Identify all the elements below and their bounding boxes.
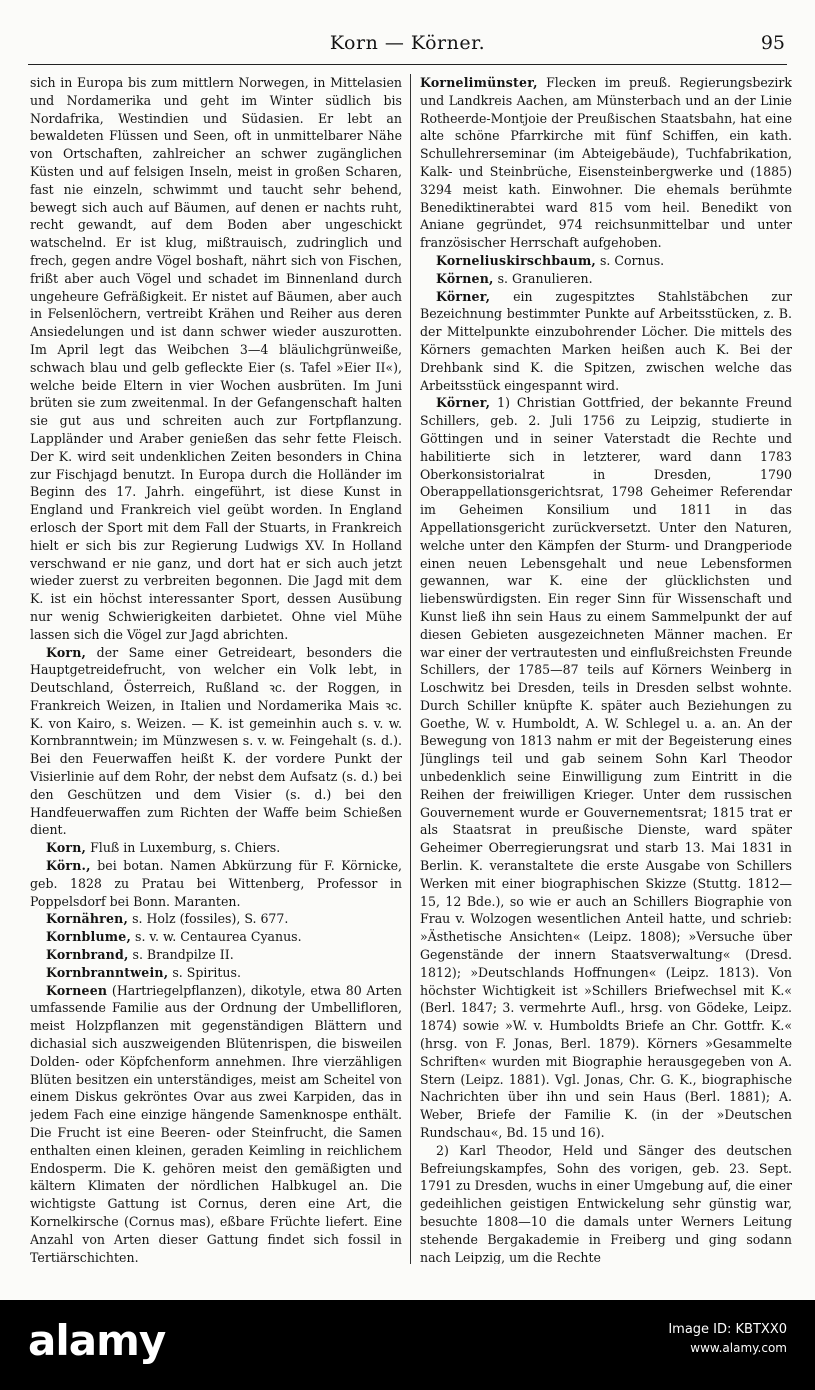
- page-number: 95: [760, 32, 785, 54]
- entry-lemma: Korneen: [46, 982, 108, 998]
- dictionary-entry: [30, 982, 402, 1264]
- entry-text: s. Brandpilze II.: [128, 947, 234, 963]
- entry-text: s. v. w. Centaurea Cyanus.: [131, 929, 302, 945]
- dictionary-entry: [420, 1142, 792, 1264]
- running-title: Korn — Körner.: [329, 32, 486, 54]
- entry-text: (Hartriegelpflanzen), dikotyle, etwa 80 Arten umfassende Familie aus der Ordnung der Umbellifloren, meist Holzpflanzen mit gegenständigen Blättern und dichasial sich auszweigenden Blütenrispen, die bisweilen Dolden- oder Köpfchenform annehmen. Ihre vierzähligen Blüten besitzen ein unterständiges, meist am Scheitel von einem Diskus gekröntes Ovar aus zwei Karpiden, das in jedem Fach eine einzige hängende Samenknospe enthält. Die Frucht ist eine Beeren- oder Steinfrucht, die Samen enthalten einen kleinen, geraden Keimling in reichlichem Endosperm. Die K. gehören meist den gemäßigten und kältern Klimaten der nördlichen Halbkugel an. Die wichtigste Gattung ist Cornus, deren eine Art, die Kornelkirsche (Cornus mas), eßbare Früchte liefert. Eine Anzahl von Arten dieser Gattung findet sich fossil in Tertiärschichten.: [30, 982, 402, 1264]
- entry-text: bei botan. Namen Abkürzung für F. Körnicke, geb. 1828 zu Pratau bei Wittenberg, Professor in Poppelsdorf bei Bonn. Maranten.: [30, 858, 402, 909]
- dictionary-entry: [30, 946, 402, 964]
- entry-lemma: Kornähren,: [46, 911, 129, 927]
- dictionary-entry: [420, 252, 792, 270]
- entry-lemma: Kornbranntwein,: [46, 964, 169, 980]
- entry-text: Flecken im preuß. Regierungsbezirk und Landkreis Aachen, am Münsterbach und an der Linie Rotheerde-Montjoie der Preußischen Staatsbahn, hat eine alte schöne Pfarrkirche mit fünf Schiffen, ein kath. Schullehrerseminar (im Abteigebäude), Tuchfabrikation, Kalk- und Steinbrüche, Eisensteinbergwerke und (1885) 3294 meist kath. Einwohner. Die ehemals berühmte Benediktinerabtei ward 815 vom heil. Benedikt von Aniane gegründet, 974 reichsunmittelbar und unter französischer Herrschaft aufgehoben.: [420, 75, 792, 251]
- watermark-info: [668, 1322, 787, 1359]
- dictionary-entry: [30, 910, 402, 928]
- entry-text: s. Granulieren.: [493, 270, 593, 286]
- alamy-logo: alamy: [28, 1316, 166, 1365]
- right-column: [420, 74, 792, 1264]
- entry-text: der Same einer Getreideart, besonders die Hauptgetreidefrucht, von welcher ein Volk lebt, in Deutschland, Österreich, Rußland ꝛc. der Roggen, in Frankreich Weizen, in Italien und Nordamerika Mais ꝛc. K. von Kairo, s. Weizen. — K. ist gemeinhin auch s. v. w. Kornbranntwein; im Münzwesen s. v. w. Feingehalt (s. d.). Bei den Feuerwaffen heißt K. der vordere Punkt der Visierlinie auf dem Rohr, der nebst dem Aufsatz (s. d.) bei den Geschützen und dem Visier (s. d.) bei den Handfeuerwaffen zum Richten der Waffe beim Schießen dient.: [30, 644, 402, 838]
- entry-text: s. Cornus.: [596, 252, 665, 268]
- image-id: Image ID: KBTXX0: [668, 1322, 787, 1337]
- entry-lemma: Kornbrand,: [46, 947, 129, 963]
- dictionary-entry: [30, 644, 402, 840]
- watermark-banner: [0, 1300, 815, 1390]
- dictionary-entry: [30, 928, 402, 946]
- site-url: www.alamy.com: [690, 1341, 787, 1355]
- dictionary-entry: [30, 857, 402, 910]
- entry-text: s. Holz (fossiles), S. 677.: [128, 911, 289, 927]
- entry-lemma: Kornblume,: [46, 929, 132, 945]
- entry-lemma: Korn,: [46, 644, 87, 660]
- entry-text: 1) Christian Gottfried, der bekannte Freund Schillers, geb. 2. Juli 1756 zu Leipzig, studierte in Göttingen und in seiner Vaterstadt die Rechte und habilitierte sich in letzterer, ward dann 1783 Oberkonsistorialrat in Dresden, 1790 Oberappellationsgerichtsrat, 1798 Geheimer Referendar im Geheimen Konsilium und 1811 in das Appellationsgericht zurückversetzt. Unter den Naturen, welche unter den Kämpfen der Sturm- und Drangperiode einen neuen Lebensgehalt und neue Lebensformen gewannen, war K. eine der glücklichsten und liebenswürdigsten. Ein reger Sinn für Wissenschaft und Kunst ließ ihn sein Haus zu einem Sammelpunkt der auf diesen Gebieten ausgezeichneten Männer machen. Er war einer der vertrautesten und einflußreichsten Freunde Schillers, der 1785—87 teils auf Körners Weinberg in Loschwitz bei Dresden, teils in Dresden selbst wohnte. Durch Schiller knüpfte K. später auch Beziehungen zu Goethe, W. v. Humboldt, A. W. Schlegel u. a. an. An der Bewegung von 1813 nahm er mit der Begeisterung eines Jünglings teil und gab seinem Sohn Karl Theodor unbedenklich seine Einwilligung zum Eintritt in die Reihen der freiwilligen Krieger. Unter dem russischen Gouvernement wurde er Gouvernementsrat; 1815 trat er als Staatsrat in preußische Dienste, ward später Geheimer Oberregierungsrat und starb 13. Mai 1831 in Berlin. K. veranstaltete die erste Ausgabe von Schillers Werken mit einer biographischen Skizze (Stuttg. 1812—15, 12 Bde.), so wie er auch an Schillers Biographie von Frau v. Wolzogen wesentlichen Anteil hatte, und schrieb: »Ästhetische Ansichten« (Leipz. 1808); »Versuche über Gegenstände der innern Staatsverwaltung« (Dresd. 1812); »Deutschlands Hoffnungen« (Leipz. 1813). Von höchster Wichtigkeit ist »Schillers Briefwechsel mit K.« (Berl. 1847; 3. vermehrte Aufl., hrsg. von Gödeke, Leipz. 1874) sowie »W. v. Humboldts Briefe an Chr. Gottfr. K.« (hrsg. von F. Jonas, Berl. 1879). Körners »Gesammelte Schriften« wurden mit Biographie herausgegeben von A. Stern (Leipz. 1881). Vgl. Jonas, Chr. G. K., biographische Nachrichten über ihn und sein Haus (Berl. 1881); A. Weber, Briefe der Familie K. (in der »Deutschen Rundschau«, Bd. 15 und 16).: [420, 395, 792, 1141]
- entry-lemma: Körnen,: [436, 270, 494, 286]
- entry-lemma: Körner,: [436, 395, 491, 411]
- entry-text: 2) Karl Theodor, Held und Sänger des deutschen Befreiungskampfes, Sohn des vorigen, geb. 23. Sept. 1791 zu Dresden, wuchs in einer Umgebung auf, die einer gedeihlichen geistigen Entwickelung sehr günstig war, besuchte 1808—10 die damals unter Werners Leitung stehende Bergakademie in Freiberg und ging sodann nach Leipzig, um die Rechte: [420, 1142, 792, 1264]
- dictionary-entry: [420, 394, 792, 1141]
- dictionary-entry: [420, 288, 792, 395]
- dictionary-entry: [30, 964, 402, 982]
- dictionary-entry: [30, 839, 402, 857]
- entry-lemma: Korn,: [46, 840, 87, 856]
- entry-text: sich in Europa bis zum mittlern Norwegen, in Mittelasien und Nordamerika und geht im Winter südlich bis Nordafrika, Westindien und Südasien. Er lebt an bewaldeten Flüssen und Seen, oft in unmittelbarer Nähe von Ortschaften, zahlreicher an schwer zugänglichen Küsten und auf felsigen Inseln, meist in großen Scharen, fast nie einzeln, schwimmt und taucht sehr behend, bewegt sich auch auf Bäumen, auf denen er nachts ruht, recht gewandt, auf dem Boden aber ungeschickt watschelnd. Er ist klug, mißtrauisch, zudringlich und frech, gegen andre Vögel boshaft, nährt sich von Fischen, frißt aber auch Vögel und schadet im Binnenland durch ungeheure Gefräßigkeit. Er nistet auf Bäumen, aber auch in Felsenlöchern, vertreibt Krähen und Reiher aus deren Ansiedelungen und ist dann schwer wieder auszurotten. Im April legt das Weibchen 3—4 bläulichgrünweiße, schwach blau und gelb gefleckte Eier (s. Tafel »Eier II«), welche beide Eltern in vier Wochen ausbrüten. Im Juni brüten sie zum zweitenmal. In der Gefangenschaft halten sie gut aus und schreiten auch zur Fortpflanzung. Lappländer und Araber genießen das sehr fette Fleisch. Der K. wird seit undenklichen Zeiten besonders in China zur Fischjagd benutzt. In Europa durch die Holländer im Beginn des 17. Jahrh. eingeführt, ist diese Kunst in England und Frankreich viel geübt worden. In England erlosch der Sport mit dem Fall der Stuarts, in Frankreich hielt er sich bis zur Regierung Ludwigs XV. In Holland verschwand er nie ganz, und dort hat er sich auch jetzt wieder zuerst zu verbreiten begonnen. Die Jagd mit dem K. ist ein höchst interessanter Sport, dessen Ausübung nur wenig Schwierigkeiten darbietet. Ohne viel Mühe lassen sich die Vögel zur Jagd abrichten.: [30, 75, 402, 642]
- page-header: [28, 30, 787, 65]
- entry-text: Fluß in Luxemburg, s. Chiers.: [86, 840, 281, 856]
- entry-lemma: Kornelimünster,: [420, 75, 538, 90]
- entry-lemma: Körn.,: [46, 858, 91, 874]
- entry-lemma: Körner,: [436, 288, 491, 304]
- entry-text: s. Spiritus.: [168, 964, 241, 980]
- column-divider: [410, 74, 411, 1264]
- dictionary-entry: [420, 74, 792, 252]
- left-column: [30, 74, 402, 1264]
- dictionary-entry: [30, 74, 402, 644]
- entry-text: ein zugespitztes Stahlstäbchen zur Bezeichnung bestimmter Punkte auf Arbeitsstücken, z. B. der Mittelpunkte einzubohrender Löcher. Die mittels des Körners gemachten Marken heißen auch K. Bei der Drehbank sind K. die Spitzen, zwischen welche das Arbeitsstück eingespannt wird.: [420, 288, 792, 393]
- dictionary-entry: [420, 270, 792, 288]
- entry-lemma: Korneliuskirschbaum,: [436, 252, 596, 268]
